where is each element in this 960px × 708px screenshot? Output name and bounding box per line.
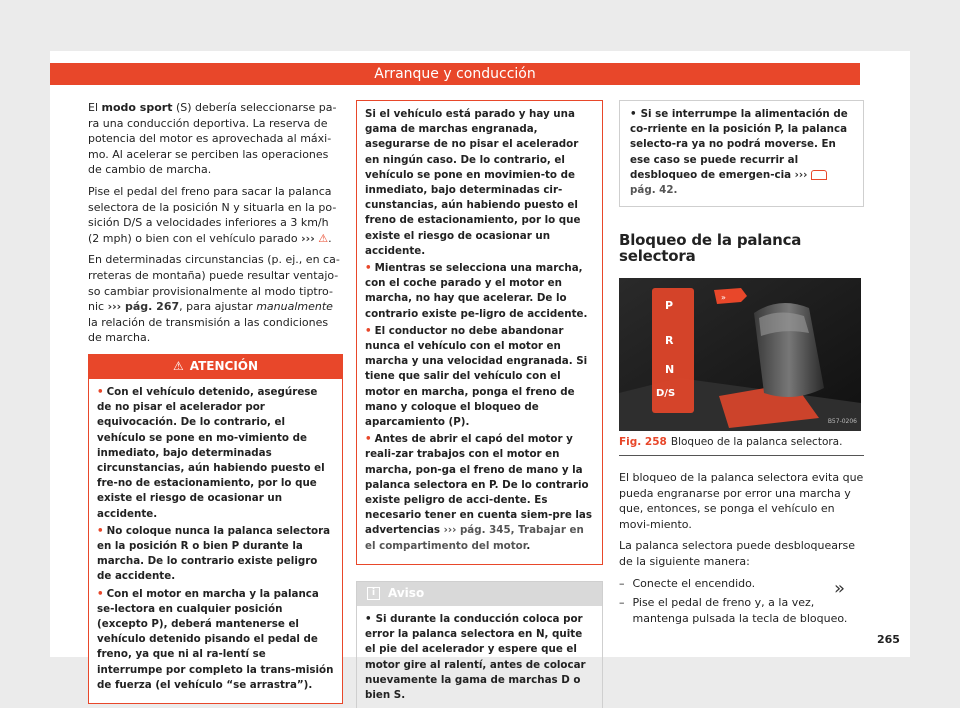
page-link-345[interactable]: ››› pág. 345, Trabajar en el compartimento del motor [365, 524, 584, 552]
note-box-continued: • Si se interrumpe la alimentación de co-rriente en la posición P, la palanca selecto-ra ya no podrá moverse. En ese caso se puede recurrir al desbloqueo de emergen-cia ››› pág. 42. [619, 100, 864, 207]
warning-item: • No coloque nunca la palanca selectora en la posición R o bien P durante la marcha. De lo contrario existe peligro de accidente. [97, 524, 331, 583]
warning-box-continued [356, 100, 603, 565]
column-2 [356, 100, 603, 708]
warning-body [89, 379, 342, 703]
figure-gear-selector [619, 278, 861, 431]
warning-body [357, 101, 602, 564]
column-1 [88, 100, 343, 704]
warning-item: Si el vehículo está parado y hay una gama de marchas engranada, asegurarse de no pisar el acelerador en ningún caso. De lo contrario, el vehículo se pone en movimien-to de inmediato, bajo determinadas cir-cunstancias, aún habiendo puesto el freno de estacionamiento, por lo que existe el riesgo de ocasionar un accidente. [365, 108, 581, 257]
continue-marker: » [834, 578, 846, 599]
warning-item: • Con el vehículo detenido, asegúrese de no pisar el acelerador por equivocación. De lo contrario, el vehículo se pone en mo-vimiento de inmediato, bajo determinadas circunstancias, aún habiendo puesto el fre-no de estacionamiento, por lo que existe el riesgo de ocasionar un accidente. [97, 385, 325, 520]
svg-text:»: » [721, 293, 726, 303]
paragraph-lock: El bloqueo de la palanca selectora evita que pueda engranarse por error una marcha y que, entonces, se ponga el vehículo en movi-miento. [619, 471, 864, 531]
reference-link[interactable]: ››› [794, 168, 808, 181]
warning-item: • Con el motor en marcha y la palanca se-lectora en cualquier posición (excepto P), deberá mantenerse el vehículo detenido pisando el pedal de freno, ya que ni al ra-lentí se interrumpe por completo la trans-misión de fuerza (el vehículo “se arrastra”). [97, 587, 334, 691]
note-header: i Aviso [357, 582, 602, 606]
gear-label-p: P [665, 299, 674, 313]
book-icon [811, 170, 827, 180]
figure-code: B57-0206 [827, 417, 857, 425]
figure-caption: Fig. 258 Bloqueo de la palanca selectora. [619, 431, 864, 456]
warning-triangle-icon: ⚠ [318, 231, 329, 245]
gear-label-n: N [665, 363, 675, 377]
warning-header: ⚠ ATENCIÓN [89, 355, 342, 379]
gear-label-r: R [665, 334, 674, 348]
section-title: Bloqueo de la palanca selectora [619, 231, 802, 265]
warning-box [88, 354, 343, 704]
page-number: 265 [877, 633, 900, 646]
step-item: – Conecte el encendido. [619, 576, 756, 590]
note-body [357, 606, 602, 708]
warning-item: • Antes de abrir el capó del motor y reali-zar trabajos con el motor en marcha, pon-ga el freno de mano y la palanca selectora en P. De lo contrario existe peligro de acci-dente. Es necesario tener en cuenta siem-pre las advertencias ››› pág. 345, Trabajar en el compartimento del motor. [365, 433, 592, 552]
step-item: – Pise el pedal de freno y, a la vez, mantenga pulsada la tecla de bloqueo. [619, 596, 848, 625]
chapter-header: Arranque y conducción [50, 63, 860, 85]
note-item: • Si durante la conducción coloca por error la palanca selectora en N, quite el pie del acelerador y espere que el motor gire al ralentí, antes de colocar nuevamente la gama de marchas D o bien S. [365, 612, 586, 701]
paragraph-unlock: La palanca selectora puede desbloquearse de la siguiente manera: [619, 539, 856, 568]
reference-link[interactable]: ››› [301, 231, 315, 245]
warning-item: • Mientras se selecciona una marcha, con el coche parado y el motor en marcha, no hay que acelerar. De lo contrario existe pe-ligro de accidente. [365, 262, 588, 320]
gear-label-ds: D/S [656, 388, 676, 400]
column-3 [619, 100, 864, 626]
info-icon: i [367, 587, 380, 600]
gear-selector-illustration [619, 278, 861, 431]
warning-item: • El conductor no debe abandonar nunca el vehículo con el motor en marcha y una velocidad engranada. Si tiene que salir del vehículo con el motor en marcha, ponga el freno de mano y coloque el bloqueo de aparcamiento (P). [365, 324, 588, 429]
paragraph-tiptronic: En determinadas circunstancias (p. ej., en ca-rreteras de montaña) puede resultar ventajo-so cambiar provisionalmente al modo tiptro-nic ››› pág. 267, para ajustar manualmente la relación de transmisión a las condiciones de marcha. [88, 253, 340, 345]
warning-triangle-icon: ⚠ [172, 359, 184, 374]
paragraph-brake: Pise el pedal del freno para sacar la palanca selectora de la posición N y situarla en la po-sición D/S a velocidades inferiores a 3 km/h (2 mph) o bien con el vehículo parado ››› ⚠. [88, 184, 337, 245]
page-link-42[interactable]: pág. 42. [630, 184, 678, 197]
page-link-267[interactable]: ››› pág. 267 [107, 300, 180, 314]
note-box [356, 581, 603, 708]
paragraph-sport-mode: El modo sport (S) debería seleccionarse pa-ra una conducción deportiva. La reserva de potencia del motor es aprovechada al máxi-mo. Al acelerar se perciben las operaciones de cambio de marcha. [88, 101, 337, 177]
